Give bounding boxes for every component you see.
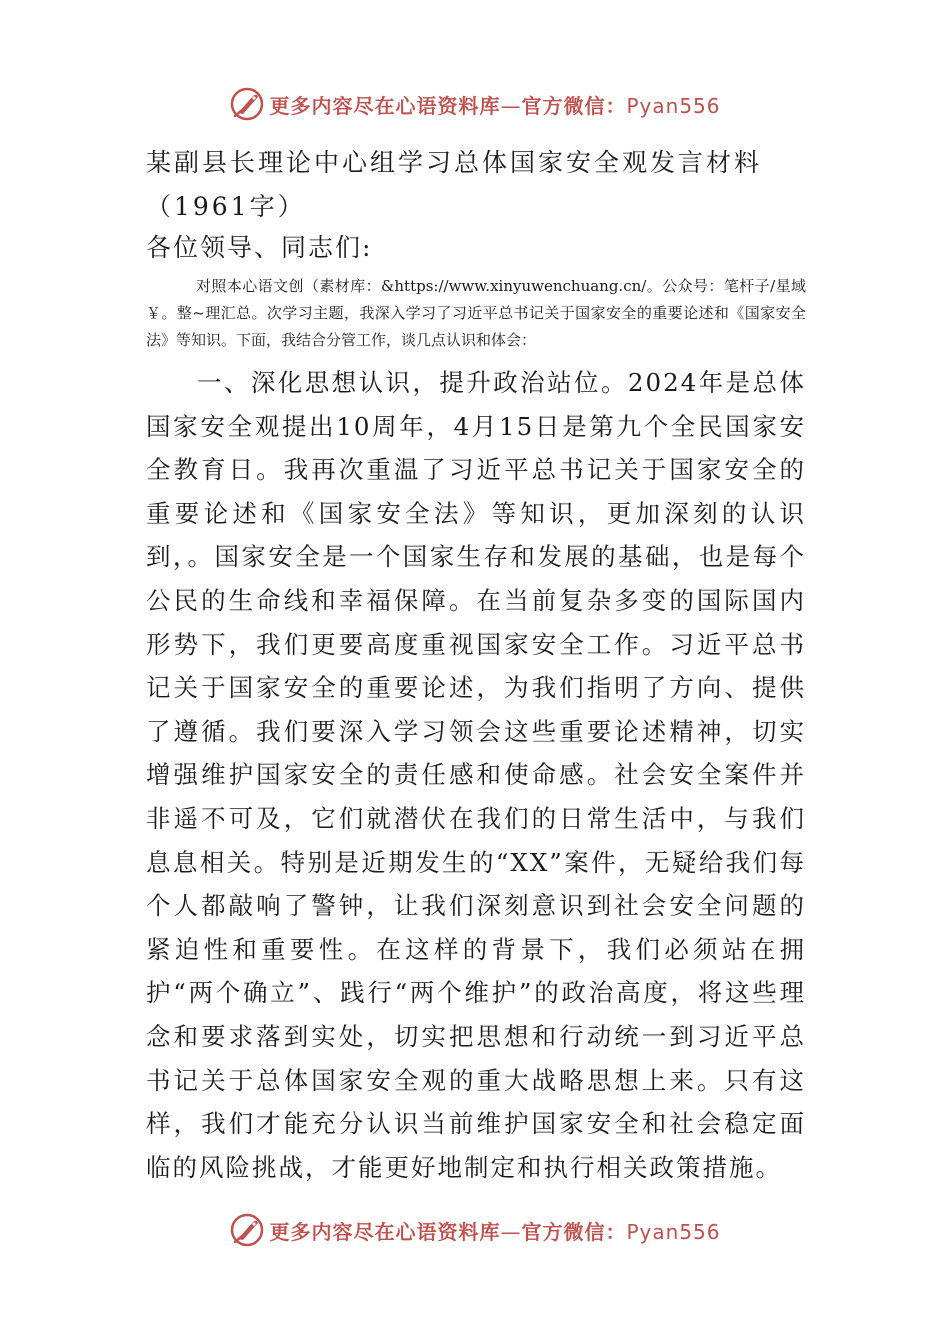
- banner-suffix: 官方微信：: [521, 1219, 627, 1244]
- banner-text: [269, 1216, 720, 1245]
- banner-prefix: 更多内容尽在心语资料库: [269, 93, 501, 118]
- salutation: 各位领导、同志们:: [146, 233, 373, 262]
- banner-text: [269, 90, 720, 119]
- footer-banner: [0, 1210, 950, 1250]
- quill-pen-logo-icon: [229, 1212, 265, 1248]
- body-paragraph: 一、深化思想认识，提升政治站位。2024年是总体国家安全观提出10周年，4月15日是第九个全民国家安全教育日。我再次重温了习近平总书记关于国家安全的重要论述和《国家安全法》等知识，更加深刻的认识到，。国家安全是一个国家生存和发展的基础，也是每个公民的生命线和幸福保障。在当前复杂多变的国际国内形势下，我们更要高度重视国家安全工作。习近平总书记关于国家安全的重要论述，为我们指明了方向、提供了遵循。我们要深入学习领会这些重要论述精神，切实增强维护国家安全的责任感和使命感。社会安全案件并非遥不可及，它们就潜伏在我们的日常生活中，与我们息息相关。特别是近期发生的“XX”案件，无疑给我们每个人都敲响了警钟，让我们深刻意识到社会安全问题的紧迫性和重要性。在这样的背景下，我们必须站在拥护“两个确立”、践行“两个维护”的政治高度，将这些理念和要求落到实处，切实把思想和行动统一到习近平总书记关于总体国家安全观的重大战略思想上来。只有这样，我们才能充分认识当前维护国家安全和社会稳定面临的风险挑战，才能更好地制定和执行相关政策措施。: [146, 368, 806, 1182]
- banner-dash: —: [500, 93, 522, 118]
- banner-wechat-id: Pyan556: [626, 1219, 721, 1244]
- document-title: 某副县长理论中心组学习总体国家安全观发言材料（1961字）: [146, 148, 763, 221]
- banner-wechat-id: Pyan556: [626, 93, 721, 118]
- banner-suffix: 官方微信：: [521, 93, 627, 118]
- header-banner: [0, 84, 950, 124]
- source-note: 对照本心语文创（素材库：&https://www.xinyuwenchuang.cn/。公众号：笔杆子/星域￥。整~理汇总。次学习主题，我深入学习了习近平总书记关于国家安全的重要论述和《国家安全法》等知识。下面，我结合分管工作，谈几点认识和体会：: [146, 277, 806, 349]
- banner-dash: —: [500, 1219, 522, 1244]
- quill-pen-logo-icon: [229, 86, 265, 122]
- banner-prefix: 更多内容尽在心语资料库: [269, 1219, 501, 1244]
